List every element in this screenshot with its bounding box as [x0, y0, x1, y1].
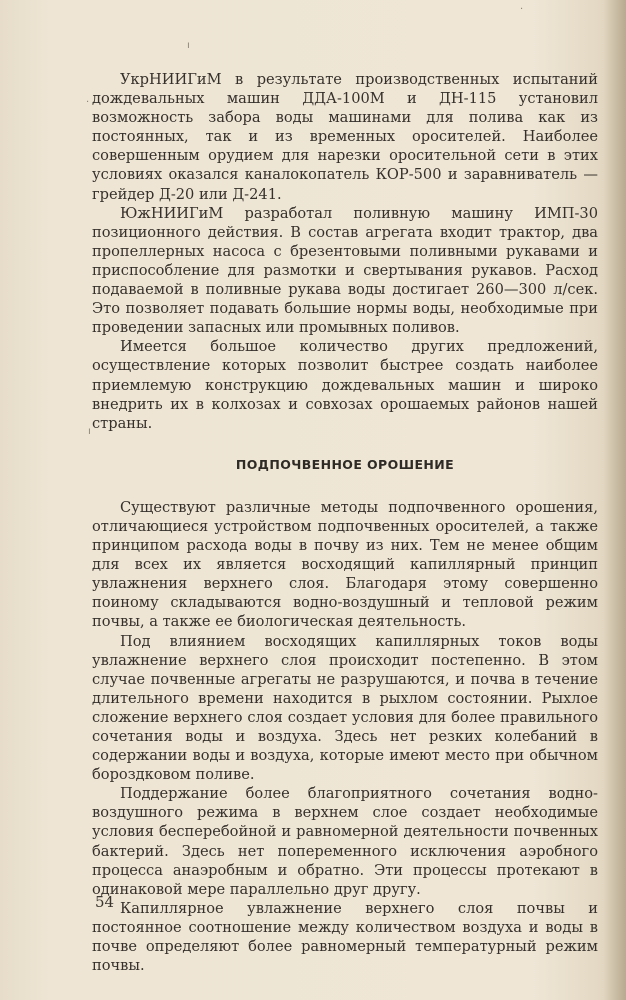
section-heading: ПОДПОЧВЕННОЕ ОРОШЕНИЕ — [235, 456, 455, 472]
page-number: 54 — [95, 893, 115, 911]
paragraph: ЮжНИИГиМ разработал поливную машину ИМП-30 позиционного действия. В состав агрегата входит трактор, два пропеллерных насоса с брезентовыми поливными рукавами и приспособление для размотки и свертывания рукавов. Расход подаваемой в поливные рукава воды достигает 260—300 л/сек. Это позволяет подавать большие нормы воды, необходимые при проведении запасных или промывных поливов. — [92, 204, 598, 337]
paragraph: Капиллярное увлажнение верхнего слоя почвы и постоянное соотношение между количеством воздуха и воды в почве определяют более равномерный температурный режим почвы. — [92, 899, 598, 975]
scan-speck: ı — [88, 426, 91, 437]
scan-speck: ı — [187, 40, 190, 51]
scan-speck: · — [520, 4, 524, 15]
paragraph: Поддержание более благоприятного сочетания водно-воздушного режима в верхнем слое создает необходимые условия бесперебойной и равномерной деятельности почвенных бактерий. Здесь нет попеременного исключения аэробного процесса анаэробным и обратно. Эти процессы протекают в одинаковой мере параллельно друг другу. — [92, 785, 598, 898]
body-text — [92, 70, 598, 975]
scan-speck: · — [86, 97, 90, 108]
paragraph: УкрНИИГиМ в результате производственных испытаний дождевальных машин ДДА-100М и ДН-115 установил возможность забора воды машинами для полива как из постоянных, так и из временных оросителей. Наиболее совершенным орудием для нарезки оросительной сети в этих условиях оказался каналокопатель КОР-500 и заравниватель — грейдер Д-20 или Д-241. — [92, 71, 598, 203]
page-edge-shadow — [604, 0, 626, 1000]
paragraph: Имеется большое количество других предложений, осуществление которых позволит быстрее создать наиболее приемлемую конструкцию дождевальных машин и широко внедрить их в колхозах и совхозах орошаемых районов нашей страны. — [92, 338, 598, 432]
paragraph: Под влиянием восходящих капиллярных токов воды увлажнение верхнего слоя происходит постепенно. В этом случае почвенные агрегаты не разрушаются, и почва в течение длительного времени находится в рыхлом состоянии. Рыхлое сложение верхнего слоя создает условия для более правильного сочетания воды и воздуха. Здесь нет резких колебаний в содержании воды и воздуха, которые имеют место при обычном бороздковом поливе. — [92, 632, 598, 784]
paragraph: Существуют различные методы подпочвенного орошения, отличающиеся устройством подпочвенных оросителей, а также принципом расхода воды в почву из них. Тем не менее общим для всех их является восходящий капиллярный принцип увлажнения верхнего слоя. Благодаря этому совершенно поиному складываются водно-воздушный и тепловой режим почвы, а также ее биологическая деятельность. — [92, 498, 598, 631]
